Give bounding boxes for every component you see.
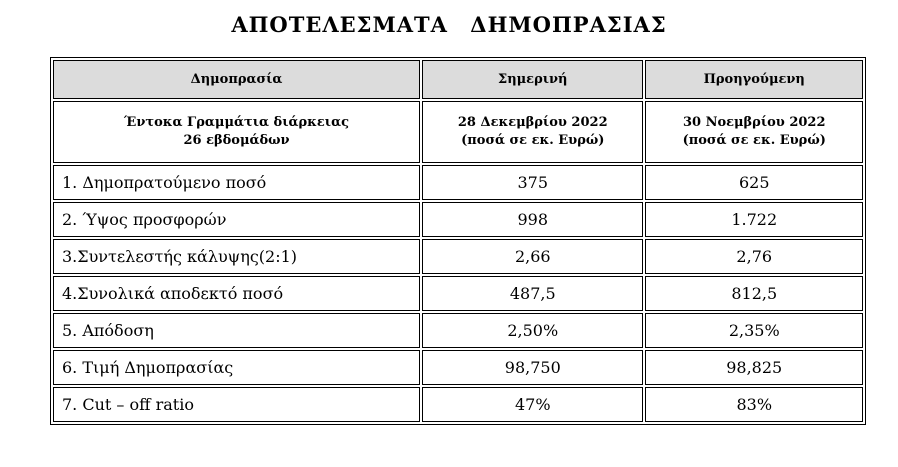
row-current-value: 98,750: [422, 350, 643, 385]
row-previous-value: 1.722: [645, 202, 863, 237]
previous-date: 30 Νοεμβρίου 2022: [682, 115, 826, 130]
row-label: 1. Δημοπρατούμενο ποσό: [53, 165, 420, 200]
instrument-line2: 26 εβδομάδων: [183, 133, 290, 148]
row-current-value: 2,50%: [422, 313, 643, 348]
table-row: [53, 387, 863, 422]
row-previous-value: 2,76: [645, 239, 863, 274]
row-label: 3.Συντελεστής κάλυψης(2:1): [53, 239, 420, 274]
header-auction: Δημοπρασία: [53, 60, 420, 99]
row-label: 6. Τιμή Δημοπρασίας: [53, 350, 420, 385]
table-row: [53, 313, 863, 348]
row-current-value: 47%: [422, 387, 643, 422]
table-row: [53, 165, 863, 200]
instrument-line1: Έντοκα Γραμμάτια διάρκειας: [124, 115, 349, 130]
current-units: (ποσά σε εκ. Ευρώ): [461, 133, 605, 148]
instrument-cell: [53, 101, 420, 163]
table-header-row: [53, 60, 863, 99]
table-row: [53, 239, 863, 274]
auction-results-table: [50, 57, 866, 425]
current-date: 28 Δεκεμβρίου 2022: [457, 115, 608, 130]
row-current-value: 2,66: [422, 239, 643, 274]
row-current-value: 375: [422, 165, 643, 200]
row-label: 5. Απόδοση: [53, 313, 420, 348]
header-current: Σημερινή: [422, 60, 643, 99]
row-current-value: 998: [422, 202, 643, 237]
row-label: 7. Cut – off ratio: [53, 387, 420, 422]
row-label: 4.Συνολικά αποδεκτό ποσό: [53, 276, 420, 311]
previous-date-cell: [645, 101, 863, 163]
page-title: ΑΠΟΤΕΛΕΣΜΑΤΑ ΔΗΜΟΠΡΑΣΙΑΣ: [231, 12, 667, 37]
row-previous-value: 812,5: [645, 276, 863, 311]
row-previous-value: 625: [645, 165, 863, 200]
table-row: [53, 350, 863, 385]
row-previous-value: 98,825: [645, 350, 863, 385]
current-date-cell: [422, 101, 643, 163]
table-row: [53, 202, 863, 237]
table-row: [53, 276, 863, 311]
row-current-value: 487,5: [422, 276, 643, 311]
row-previous-value: 2,35%: [645, 313, 863, 348]
table-subheader-row: [53, 101, 863, 163]
previous-units: (ποσά σε εκ. Ευρώ): [682, 133, 826, 148]
row-previous-value: 83%: [645, 387, 863, 422]
row-label: 2. Ύψος προσφορών: [53, 202, 420, 237]
header-previous: Προηγούμενη: [645, 60, 863, 99]
